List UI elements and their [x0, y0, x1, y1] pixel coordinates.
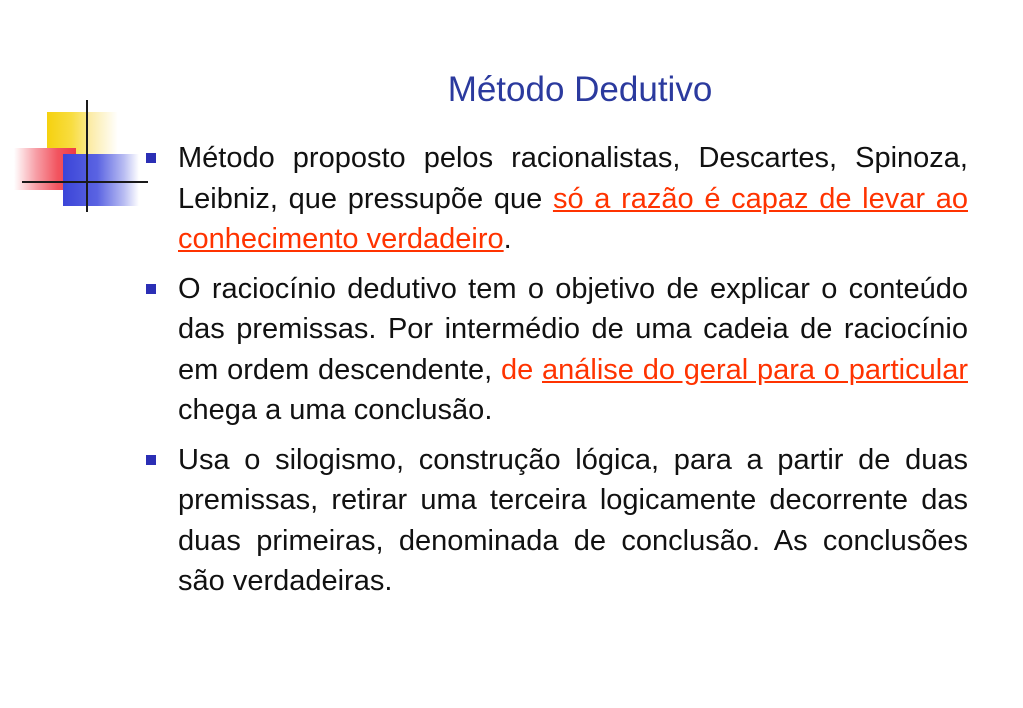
bullet-1-highlight: só a razão é capaz de levar ao conhecimento verdadeiro	[178, 182, 968, 255]
bullet-square-icon	[146, 455, 156, 465]
bullet-1-text: Método proposto pelos racionalistas, Descartes, Spinoza, Leibniz, que pressupõe que	[178, 142, 968, 215]
bullet-1-text-end: .	[503, 223, 512, 255]
bullet-square-icon	[146, 153, 156, 163]
bullet-item-2	[146, 269, 968, 431]
bullet-list	[146, 138, 968, 611]
decorative-blue-bar	[63, 154, 139, 206]
decorative-horizontal-line	[22, 181, 148, 183]
decorative-vertical-line	[86, 100, 88, 212]
bullet-2-highlight: análise do geral para o particular	[542, 353, 968, 386]
bullet-2-highlight-plain: de	[500, 353, 534, 386]
bullet-square-icon	[146, 284, 156, 294]
slide-title: Método Dedutivo	[447, 70, 713, 109]
bullet-2-text: O raciocínio dedutivo tem o objetivo de explicar o conteúdo das premissas. Por intermédio de uma cadeia de raciocínio em ordem descendente,	[178, 272, 968, 386]
decorative-yellow-fade	[88, 112, 118, 156]
bullet-2-text-end: chega a uma conclusão.	[178, 394, 493, 426]
bullet-3-text: Usa o silogismo, construção lógica, para a partir de duas premissas, retirar uma terceira logicamente decorrente das duas primeiras, denominada de conclusão. As conclusões são verdadeiras.	[178, 443, 968, 597]
bullet-item-3	[146, 440, 968, 602]
bullet-item-1	[146, 138, 968, 260]
